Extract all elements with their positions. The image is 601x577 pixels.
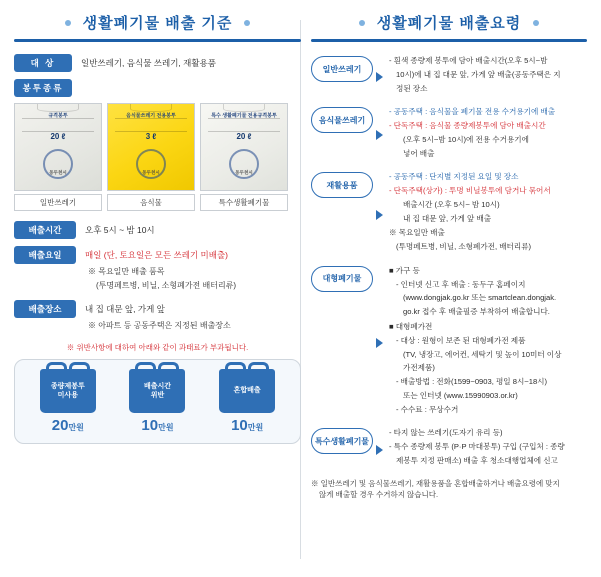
penalty-item [30,369,106,434]
discharge-place-label: 배출장소 [14,300,76,318]
guide-badge: 대형폐기물 [311,266,373,292]
guide-body [389,426,565,468]
bag-type-label: 봉투종류 [14,79,72,97]
weekday-note-detail: (투명페트병, 비닐, 소형폐가전 배터리류) [96,281,237,290]
guide-line: (투명페트병, 비닐, 소형폐가전, 배터리류) [396,242,532,252]
penalty-line1: 혼합배출 [233,387,261,395]
guide-line: - 배출방법 : 전화(1599~0903, 평일 8시~18시) [396,377,548,387]
penalty-bag-icon [219,369,275,413]
guide-line: - 흰색 종량제 봉투에 담아 배출시간(오후 5시~밤 [389,56,548,65]
guide-item-bulky [311,264,587,417]
bag-photo-line2: 20 ℓ [236,132,252,142]
arrow-right-icon [373,128,389,138]
place-note: ※ 아파트 등 공동주택은 지정된 배출장소 [88,321,231,330]
bag-band [208,118,280,132]
guide-line: 배출시간 (오후 5시~ 밤 10시) [403,199,500,209]
bag-gallery [14,103,301,211]
discharge-day-row [14,246,301,264]
discharge-place-text: 내 집 대문 앞, 가게 앞 [85,304,165,314]
bag-handle-icon [223,104,264,112]
guide-item-special [311,426,587,468]
bag-photo-general [14,103,102,191]
guide-line: - 단독주택(상가) : 투명 비닐봉투에 담거나 묶어서 [389,186,551,196]
penalty-box [14,359,301,444]
penalty-bag-icon [129,369,185,413]
footer-line: ※ 일반쓰레기 및 음식물쓰레기, 재활용품을 혼합배출하거나 배출요령에 맞지 [311,478,560,488]
guide-line: ■ 가구 등 [389,265,420,275]
bag-band [22,118,94,132]
footer-line: 않게 배출할 경우 수거하지 않습니다. [319,489,439,499]
heading-dot-left [359,20,365,26]
guide-badge: 특수생활폐기물 [311,428,373,454]
guide-body [389,170,551,255]
right-heading [311,12,587,42]
heading-dot-left [65,20,71,26]
left-title: 생활폐기물 배출 기준 [82,15,233,32]
guide-item-general [311,54,587,96]
right-title: 생활폐기물 배출요령 [376,15,522,32]
discharge-day-label: 배출요일 [14,246,76,264]
guide-body [389,54,561,96]
bag-handle-icon [130,104,171,112]
guide-line: 10시)에 내 집 대문 앞, 가게 앞 배출(공동주택은 지 [396,69,561,79]
guide-line: (오후 5시~밤 10시)에 전용 수거용기에 [403,134,529,144]
guide-line: - 특수 종량제 봉투 (P·P 마대봉투) 구입 (구입처 : 종량 [389,442,565,452]
penalty-line1: 배출시간 [143,382,172,390]
guide-line: - 단독주택 : 음식물 종량제봉투에 담아 배출시간 [389,121,546,131]
guide-line: go.kr 접수 후 배출필증 부착하여 배출합니다. [403,307,550,317]
target-text: 일반쓰레기, 음식물 쓰레기, 재활용품 [81,58,216,68]
discharge-time-label: 배출시간 [14,221,76,239]
right-footer-note [311,478,587,501]
discharge-time-text: 오후 5시 ~ 밤 10시 [85,225,155,235]
guide-line: 가전제품) [403,363,435,373]
guide-line: - 대상 : 원형이 보존 된 대형폐가전 제품 [396,335,526,345]
right-title-rule [311,39,587,42]
bag-type-row [14,79,301,97]
left-column [14,12,301,565]
guide-badge: 음식물쓰레기 [311,107,373,133]
guide-line: - 인터넷 신고 후 배출 : 동두구 홈페이지 [396,279,526,289]
guide-line: (www.dongjak.go.kr 또는 smartclean.dongjak. [403,293,557,303]
bag-photo-food [107,103,195,191]
arrow-right-icon [373,336,389,346]
left-heading [14,12,301,42]
penalty-line1: 종량제봉투 [50,382,85,390]
bag-photo-line3: 동두천시 [142,170,160,176]
bag-caption: 일반쓰레기 [14,194,102,211]
guide-item-food [311,105,587,161]
bag-photo-line3: 동두천시 [235,170,253,176]
arrow-right-icon [373,70,389,80]
bag-photo-line3: 동두천시 [49,170,67,176]
guide-line: ※ 목요일만 배출 [389,228,445,238]
guide-line: 정된 장소 [396,83,428,93]
target-row [14,54,301,72]
bag-caption: 음식물 [107,194,195,211]
left-title-rule [14,39,301,42]
bag-photo-line1: 음식물쓰레기 전용봉투 [126,112,176,119]
bag-photo-special [200,103,288,191]
penalty-line2: 위반 [150,392,165,399]
discharge-time-row [14,221,301,239]
weekday-note: ※ 목요일만 배출 품목 [88,267,165,276]
guide-line: - 수수료 : 무상수거 [396,404,459,414]
bag-band [115,118,187,132]
bag-photo-line1: 규격봉투 [48,112,68,119]
guide-badge: 재활용품 [311,172,373,198]
bag-photo-line1: 특수 생활폐기물 전용규격봉투 [211,112,277,119]
penalty-amount: 10만원 [231,417,264,434]
guide-line: (TV, 냉장고, 에어컨, 세탁기 및 높이 10미터 이상 [403,349,562,359]
guide-badge: 일반쓰레기 [311,56,373,82]
guide-line: 넣어 배출 [403,148,435,158]
discharge-place-row [14,300,301,318]
guide-item-recycle [311,170,587,255]
bag-item [14,103,102,211]
guide-line: - 공동주택 : 단지별 지정된 요일 및 장소 [389,172,519,182]
penalty-bag-icon [40,369,96,413]
heading-dot-right [244,20,250,26]
target-label: 대 상 [14,54,72,72]
penalty-item [119,369,195,434]
heading-dot-right [533,20,539,26]
bag-photo-line2: 20 ℓ [50,132,66,142]
guide-line: 내 집 대문 앞, 가게 앞 배출 [403,213,492,223]
penalty-amount: 20만원 [51,417,84,434]
penalty-line2: 미사용 [57,392,78,399]
guide-line: 또는 인터넷 (www.15990903.or.kr) [403,390,518,400]
bag-item [107,103,195,211]
guide-line: - 타지 않는 쓰레기(도자기 유리 등) [389,428,503,438]
penalty-warning: ※ 위반사항에 대하여 아래와 같이 과태료가 부과됩니다. [66,343,249,352]
right-column [311,12,587,565]
arrow-right-icon [373,443,389,453]
penalty-amount: 10만원 [141,417,174,434]
arrow-right-icon [373,208,389,218]
discharge-day-text: 매일 (단, 토요일은 모든 쓰레기 미배출) [85,250,228,260]
bag-item [200,103,288,211]
guide-line: - 공동주택 : 음식물을 폐기물 전용 수거용기에 배출 [389,107,556,117]
guide-body [389,105,555,161]
bag-caption: 특수생활폐기물 [200,194,288,211]
bag-handle-icon [37,104,78,112]
guide-line: ■ 대형폐가전 [389,322,433,332]
guide-line: 제봉투 지정 판매소) 배출 후 청소대행업체에 신고 [396,455,558,465]
bag-photo-line2: 3 ℓ [145,132,157,142]
guide-body [389,264,561,417]
penalty-item [209,369,285,434]
